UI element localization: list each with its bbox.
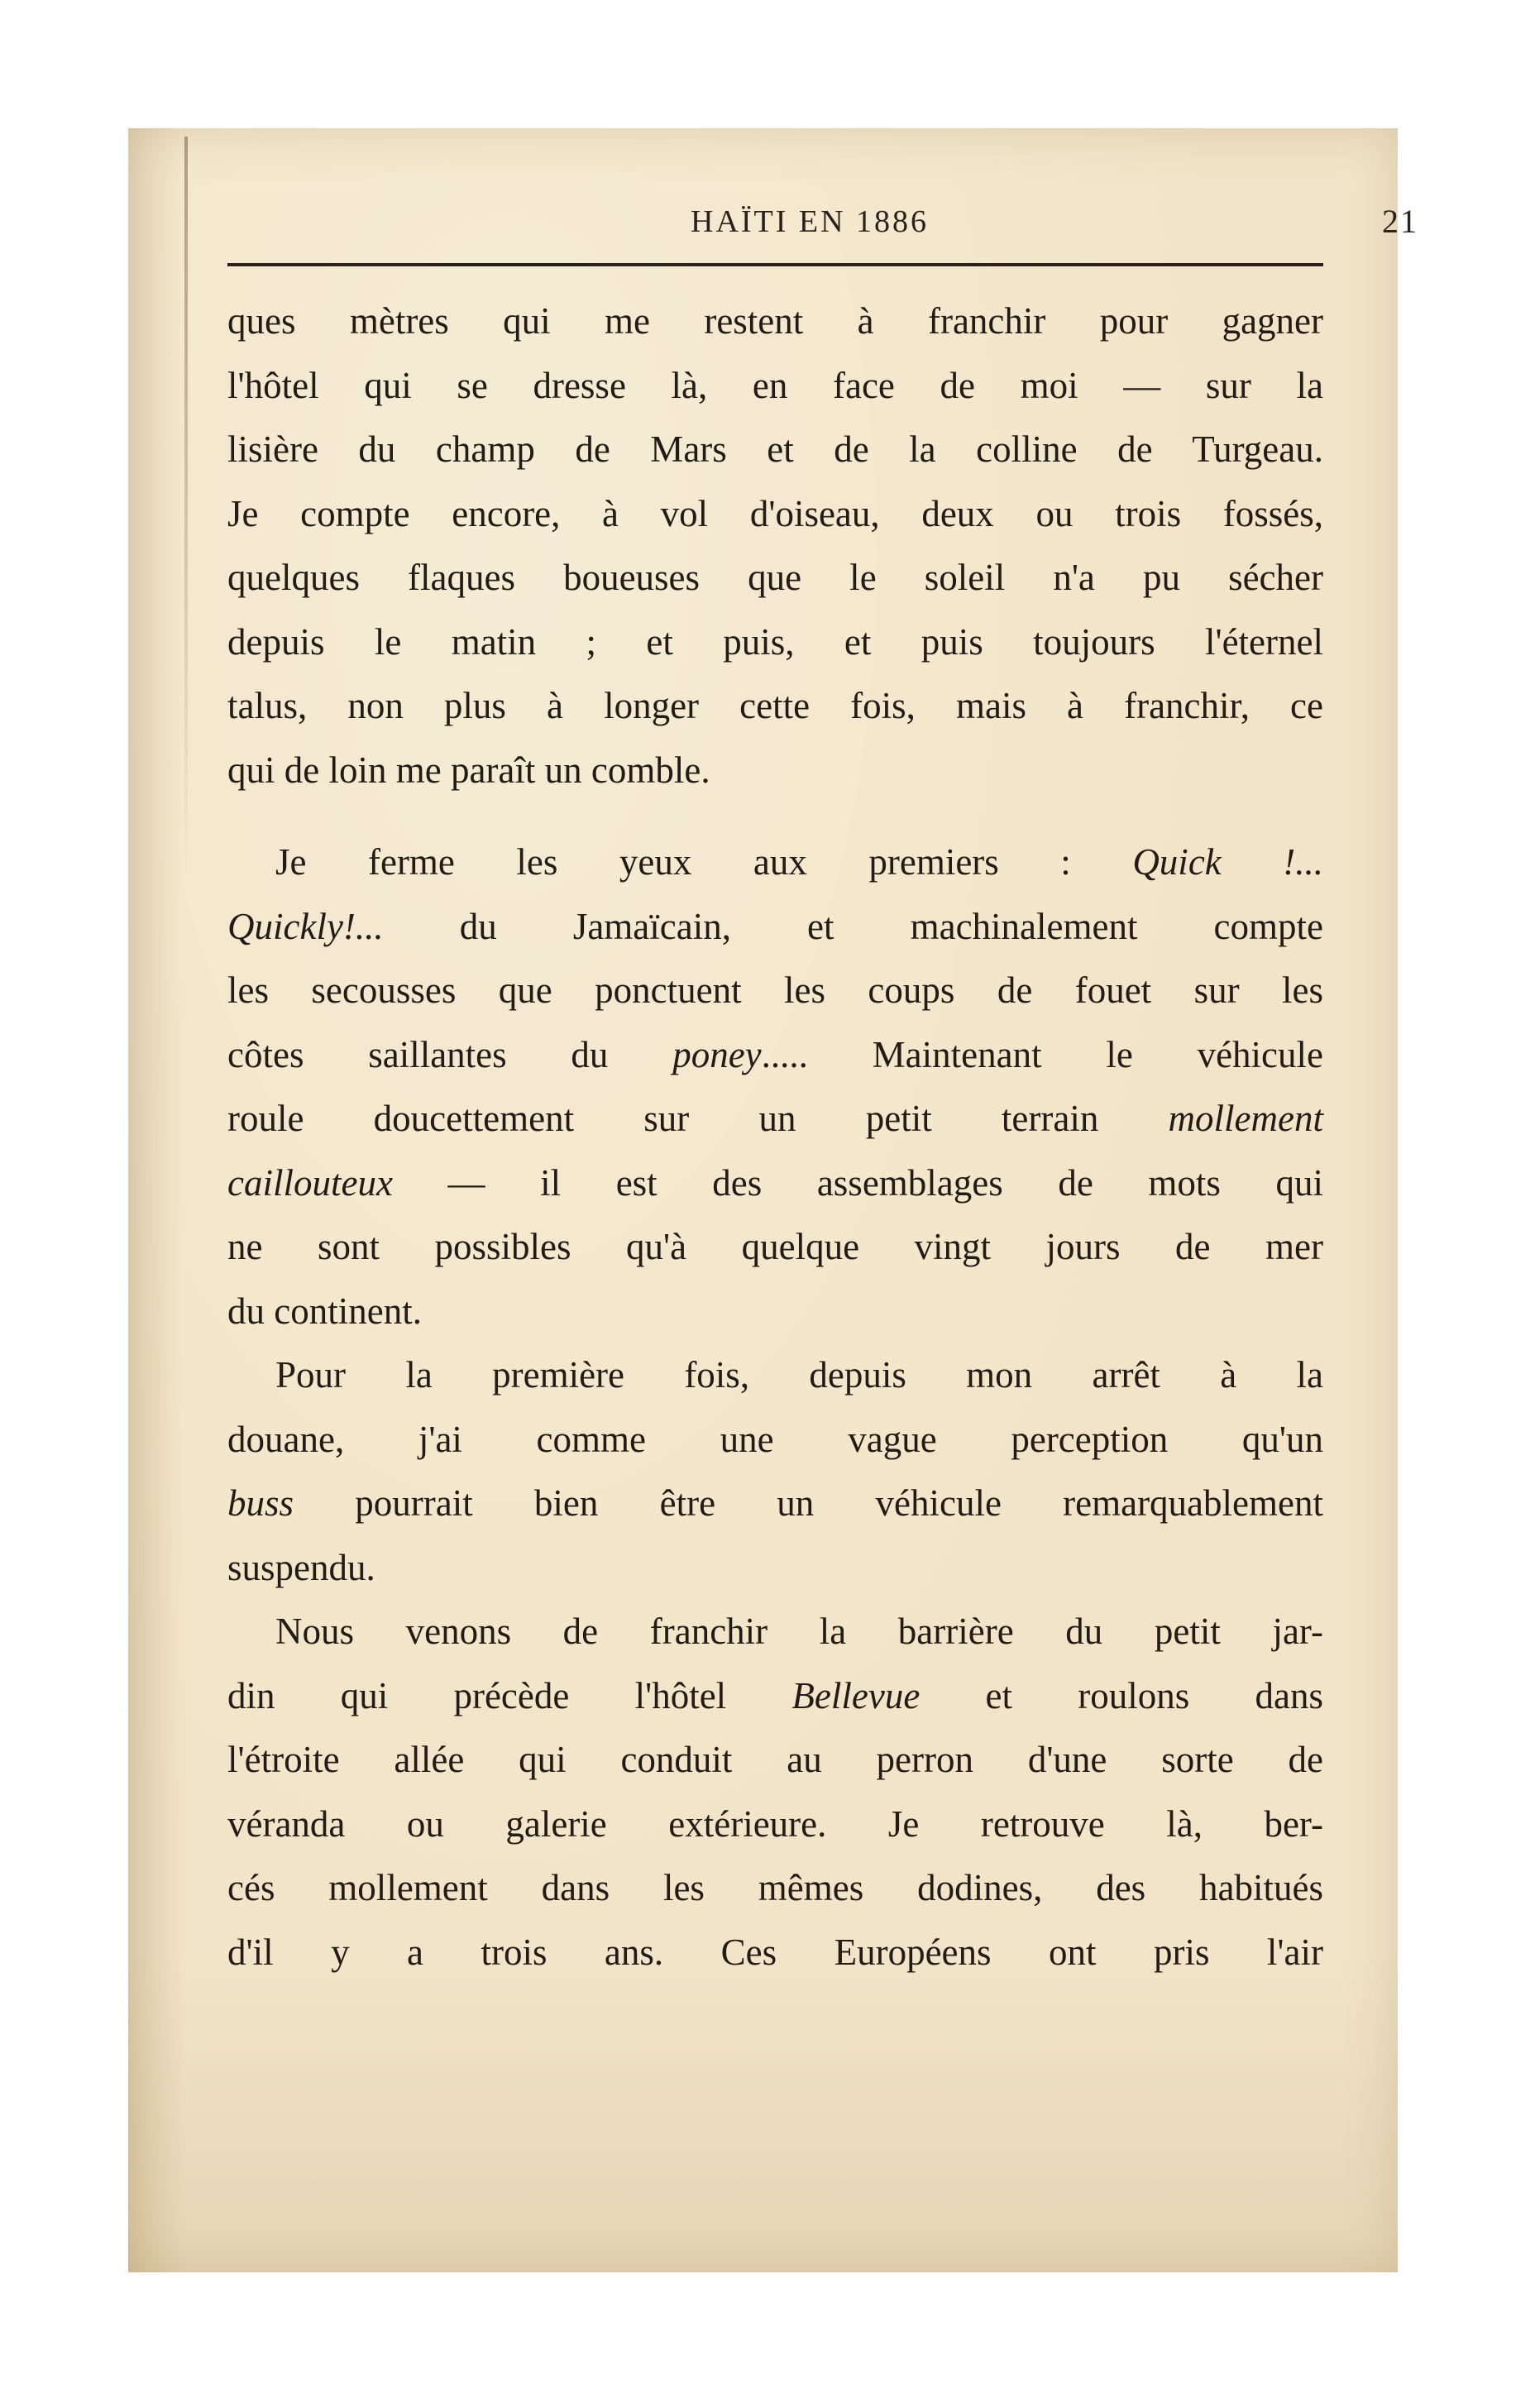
page-number: 21: [1382, 203, 1418, 240]
paragraph-4: [227, 1600, 1323, 1984]
text-line: Je compte encore, à vol d'oiseau, deux ou trois fossés,: [227, 492, 1323, 534]
paragraph-1: [227, 290, 1323, 802]
text-line: Pour la première fois, depuis mon arrêt à la: [275, 1354, 1323, 1395]
text-line: suspendu.: [227, 1546, 375, 1588]
text-line: depuis le matin ; et puis, et puis toujours l'éternel: [227, 620, 1323, 663]
text-line: talus, non plus à longer cette fois, mais à franchir, ce: [227, 685, 1323, 726]
text-line: quelques flaques boueuses que le soleil n'a pu sécher: [227, 557, 1323, 598]
italic-text: caillouteux: [227, 1161, 393, 1204]
italic-text: poney: [672, 1033, 762, 1075]
italic-text: Quickly!...: [227, 905, 384, 947]
text-line: douane, j'ai comme une vague perception qu'un: [227, 1418, 1323, 1460]
text-line: l'hôtel qui se dresse là, en face de moi — sur la: [227, 364, 1323, 406]
text-line: les secousses que ponctuent les coups de fouet sur les: [227, 969, 1323, 1011]
text-line: côtes saillantes du poney..... Maintenant le véhicule: [227, 1033, 1323, 1075]
body-text: [227, 290, 1323, 1984]
text-line: caillouteux — il est des assemblages de mots qui: [227, 1161, 1323, 1204]
book-page: [128, 128, 1418, 2272]
gutter-shadow: [184, 136, 188, 881]
text-line: Nous venons de franchir la barrière du petit jar-: [275, 1611, 1323, 1652]
header-rule: [227, 263, 1323, 266]
text-line: din qui précède l'hôtel Bellevue et roulons dans: [227, 1674, 1323, 1716]
text-line: qui de loin me paraît un comble.: [227, 749, 710, 791]
text-line: roule doucettement sur un petit terrain mollement: [227, 1098, 1323, 1139]
paragraph-2: [227, 831, 1323, 1343]
text-line: l'étroite allée qui conduit au perron d'une sorte de: [227, 1739, 1323, 1780]
running-head: [227, 199, 1418, 248]
text-line: ne sont possibles qu'à quelque vingt jours de mer: [227, 1226, 1323, 1267]
text-line: buss pourrait bien être un véhicule remarquablement: [227, 1482, 1323, 1524]
text-line: véranda ou galerie extérieure. Je retrouve là, ber-: [227, 1802, 1323, 1845]
text-line: cés mollement dans les mêmes dodines, des habitués: [227, 1867, 1323, 1908]
italic-text: Quick !...: [1132, 841, 1323, 883]
text-line: du continent.: [227, 1290, 422, 1332]
text-line: Quickly!... du Jamaïcain, et machinalement compte: [227, 905, 1323, 947]
paragraph-gap: [227, 802, 1323, 831]
running-title: HAÏTI EN 1886: [691, 204, 930, 239]
italic-text: mollement: [1168, 1098, 1323, 1139]
text-line: ques mètres qui me restent à franchir pour gagner: [227, 300, 1323, 342]
text-line: Je ferme les yeux aux premiers : Quick !...: [275, 841, 1323, 883]
italic-text: buss: [227, 1482, 294, 1524]
text-line: lisière du champ de Mars et de la colline de Turgeau.: [227, 428, 1323, 470]
italic-text: Bellevue: [791, 1674, 921, 1716]
text-line: d'il y a trois ans. Ces Européens ont pris l'air: [227, 1931, 1323, 1973]
paragraph-3: [227, 1343, 1323, 1600]
